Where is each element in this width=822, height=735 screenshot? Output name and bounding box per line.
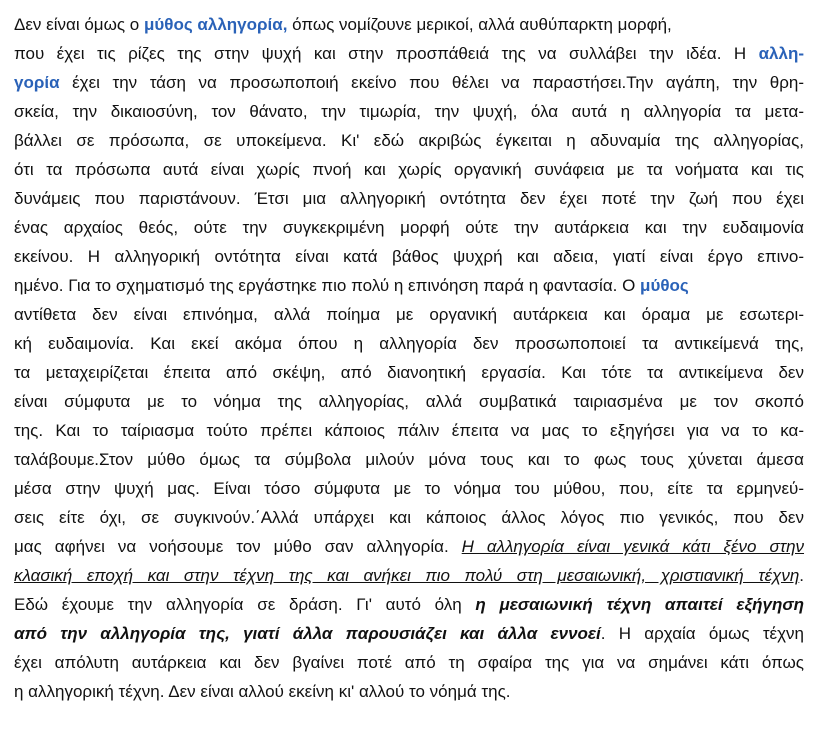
text-line	[14, 416, 804, 445]
text-line	[14, 503, 804, 532]
text-segment: είναι σύμφυτα με το νόημα της αλληγορίας, αλλά συμβατικά ταιριασμένα με τον σκοπό	[14, 392, 804, 411]
text-line	[14, 619, 804, 648]
text-line	[14, 271, 804, 300]
text-segment: εκείνου. Η αλληγορική οντότητα είναι κατά βάθος ψυχρή και αδεια, γιατί είναι έργο επινο-	[14, 247, 804, 266]
text-segment: σκεία, την δικαιοσύνη, τον θάνατο, την τιμωρία, την ψυχή, όλα αυτά η αλληγορία τα μετα-	[14, 102, 804, 121]
text-segment: δυνάμεις που παριστάνουν. Έτσι μια αλληγορική οντότητα δεν έχει ποτέ την ζωή που έχει	[14, 189, 804, 208]
keyword-highlight: μύθος	[143, 15, 193, 34]
text-line	[14, 10, 804, 39]
text-line	[14, 97, 804, 126]
text-segment: βάλλει σε πρόσωπα, σε υποκείμενα. Κι' εδώ ακριβώς έγκειται η αδυναμία της αλληγορίας,	[14, 131, 804, 150]
emphasized-text: Η αλληγορία είναι γενικά κάτι ξένο στην	[461, 537, 805, 556]
text-line	[14, 184, 804, 213]
text-line	[14, 387, 804, 416]
bold-italic-text: από την αλληγορία της, γιατί άλλα παρουσιάζει και άλλα εννοεί	[14, 624, 601, 643]
text-line	[14, 474, 804, 503]
text-segment: μέσα στην ψυχή μας. Είναι τόσο σύμφυτα με το νόημα του μύθου, που, είτε τα ερμηνεύ-	[14, 479, 804, 498]
text-segment: ημένο. Για το σχηματισμό της εργάστηκε πιο πολύ η επινόηση παρά η φαντασία. Ο	[14, 276, 641, 295]
text-segment: όπως νομίζουνε μερικοί, αλλά αυθύπαρκτη μορφή,	[287, 15, 672, 34]
emphasized-text: κλασική εποχή και στην τέχνη της και ανήκει πιο πολύ στη μεσαιωνική, χριστιανική τέχνη	[14, 566, 800, 585]
text-line	[14, 677, 804, 706]
text-segment: .	[799, 566, 804, 585]
bold-italic-text: η μεσαιωνική τέχνη απαιτεί εξήγηση	[475, 595, 804, 614]
keyword-highlight: αλλη-	[758, 44, 804, 63]
text-line	[14, 590, 804, 619]
keyword-highlight: μύθος	[640, 276, 689, 295]
text-segment: Εδώ έχουμε την αλληγορία σε δράση. Γι' αυτό όλη	[14, 595, 476, 614]
text-line	[14, 445, 804, 474]
text-segment: μας αφήνει να νοήσουμε τον μύθο σαν αλληγορία.	[14, 537, 462, 556]
body-paragraph	[14, 10, 810, 706]
text-line	[14, 68, 804, 97]
text-segment: η αλληγορική τέχνη. Δεν είναι αλλού εκείνη κι' αλλού το νόημά της.	[14, 682, 511, 701]
text-line	[14, 561, 804, 590]
text-segment: σεις είτε όχι, σε συγκινούν.΄Αλλά υπάρχει και κάποιος άλλος λόγος πιο γενικός, που δεν	[14, 508, 804, 527]
keyword-highlight: γορία	[14, 73, 60, 92]
text-line	[14, 126, 804, 155]
text-segment: κή ευδαιμονία. Και εκεί ακόμα όπου η αλληγορία δεν προσωποποιεί τα αντικείμενά της,	[14, 334, 804, 353]
text-line	[14, 648, 804, 677]
text-line	[14, 300, 804, 329]
text-segment: έχει την τάση να προσωποποιή εκείνο που θέλει να παραστήσει.Την αγάπη, την θρη-	[59, 73, 804, 92]
text-line	[14, 155, 804, 184]
text-line	[14, 532, 804, 561]
text-segment: ότι τα πρόσωπα αυτά είναι χωρίς πνοή και χωρίς οργανική συνάφεια με τα νοήματα και τις	[14, 160, 804, 179]
text-segment: ένας αρχαίος θεός, ούτε την συγκεκριμένη μορφή ούτε την αυτάρκεια και την ευδαιμονία	[14, 218, 804, 237]
text-segment: . Η αρχαία όμως τέχνη	[600, 624, 804, 643]
text-segment: αντίθετα δεν είναι επινόημα, αλλά ποίημα με οργανική αυτάρκεια και όραμα με εσωτερι-	[14, 305, 804, 324]
text-line	[14, 329, 804, 358]
text-line	[14, 39, 804, 68]
text-segment: ταλάβουμε.Στον μύθο όμως τα σύμβολα μιλούν μόνα τους και το φως τους χύνεται άμεσα	[14, 450, 804, 469]
text-line	[14, 358, 804, 387]
text-line	[14, 213, 804, 242]
keyword-highlight: αλληγορία,	[197, 15, 288, 34]
text-segment: που έχει τις ρίζες της στην ψυχή και στην προσπάθειά της να συλλάβει την ιδέα. Η	[14, 44, 759, 63]
text-segment: της. Και το ταίριασμα τούτο πρέπει κάποιος πάλιν έπειτα να μας το εξηγήσει για να το κα-	[14, 421, 804, 440]
text-line	[14, 242, 804, 271]
text-segment: έχει απόλυτη αυτάρκεια και δεν βγαίνει ποτέ από τη σφαίρα της για να σημάνει κάτι όπως	[14, 653, 804, 672]
text-segment: τα μεταχειρίζεται έπειτα από σκέψη, από διανοητική εργασία. Και τότε τα αντικείμενα δεν	[14, 363, 804, 382]
text-segment: Δεν είναι όμως ο	[14, 15, 144, 34]
